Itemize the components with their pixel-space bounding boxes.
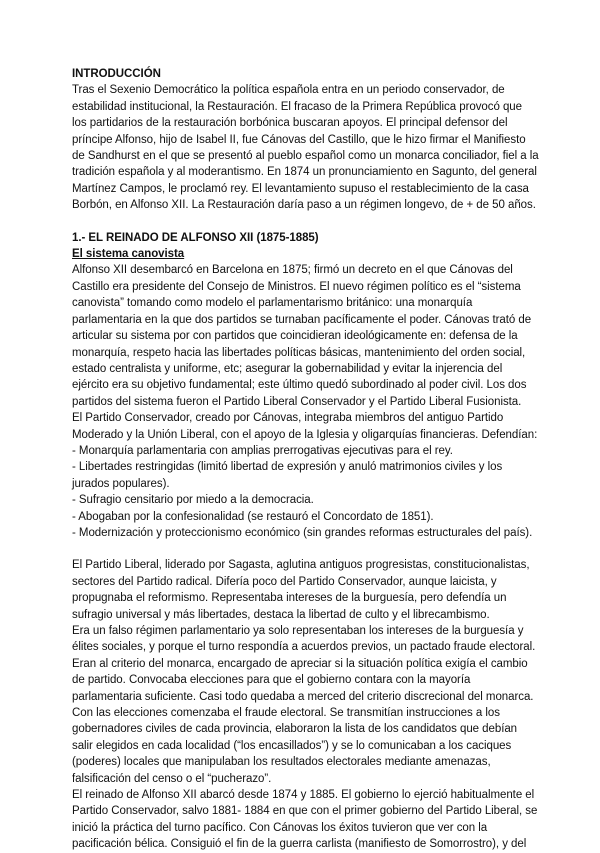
intro-paragraph	[72, 82, 540, 213]
paragraph-line: inició la práctica del turno pacífico. Con Cánovas los éxitos tuvieron que ver con la	[72, 821, 488, 834]
paragraph-line: Con las elecciones comenzaba el fraude electoral. Se transmitían instrucciones a los	[72, 707, 500, 720]
paragraph-line: Castillo era presidente del Consejo de Ministros. El nuevo régimen político es el “sistema	[72, 280, 521, 293]
paragraph-line: parlamentaria en la que dos partidos se turnaban pacíficamente el poder. Cánovas trató de	[72, 313, 532, 326]
list-item: - Modernización y proteccionismo económico (sin grandes reformas estructurales del país).	[72, 526, 533, 539]
canovista-paragraph	[72, 262, 540, 541]
paragraph-line: pacificación bélica. Consiguió el fin de la guerra carlista (manifiesto de Somorrostro), y del	[72, 838, 527, 851]
paragraph-line: falsificación del censo o el “pucherazo”.	[72, 772, 272, 785]
paragraph-line: articular su sistema por con partidos que coincidieran ideológicamente en: defensa de la	[72, 330, 518, 343]
paragraph-line: de partido. Convocaba elecciones para que el gobierno contara con la mayoría	[72, 674, 471, 687]
paragraph-line: monarquía, respeto hacia las libertades políticas básicas, mantenimiento del orden social,	[72, 346, 526, 359]
paragraph-line: estabilidad institucional, la Restauración. El fracaso de la Primera República provocó que	[72, 100, 522, 113]
paragraph-line: sufragio universal y más libertades, destaca la libertad de culto y el librecambismo.	[72, 608, 490, 621]
paragraph-line: Eran al criterio del monarca, encargado de apreciar si la situación política exigía el cambio	[72, 657, 528, 670]
paragraph-line: El reinado de Alfonso XII abarcó desde 1874 y 1885. El gobierno lo ejerció habitualmente el	[72, 789, 535, 802]
section-heading: 1.- EL REINADO DE ALFONSO XII (1875-1885)	[72, 231, 319, 244]
paragraph-line: parlamentaria suficiente. Casi todo quedaba a merced del criterio discrecional del monarca.	[72, 690, 534, 703]
paragraph-line: sectores del Partido radical. Difería poco del Partido Conservador, aunque laicista, y	[72, 575, 497, 588]
paragraph-line: estado centralista y uniforme, etc; asegurar la gobernabilidad y evitar la injerencia del	[72, 362, 503, 375]
paragraph-line: príncipe Alfonso, hijo de Isabel II, fue Cánovas del Castillo, que le hizo firmar el Manifiesto	[72, 133, 526, 146]
paragraph-line: tradición española y al moderantismo. En 1874 un pronunciamiento en Sagunto, del general	[72, 166, 537, 179]
list-item: - Libertades restringidas (limitó libertad de expresión y anuló matrimonios civiles y los	[72, 461, 503, 474]
paragraph-line: Borbón, en Alfonso XII. La Restauración daría paso a un régimen longevo, de + de 50 años.	[72, 199, 536, 212]
paragraph-line: canovista” tomando como modelo el parlamentarismo británico: una monarquía	[72, 297, 473, 310]
paragraph-line: El Partido Conservador, creado por Cánovas, integraba miembros del antiguo Partido	[72, 412, 504, 425]
liberal-paragraph	[72, 557, 540, 852]
list-item: - Monarquía parlamentaria con amplias prerrogativas ejecutivas para el rey.	[72, 444, 453, 457]
paragraph-line: ejército era su objetivo fundamental; este último quedó subordinado al poder civil. Los dos	[72, 379, 527, 392]
paragraph-line: los partidarios de la restauración borbónica buscaran apoyos. El principal defensor del	[72, 117, 508, 130]
paragraph-line: propugnaba el reformismo. Representaba intereses de la burguesía, pero defendía un	[72, 592, 507, 605]
list-item: - Abogaban por la confesionalidad (se restauró el Concordato de 1851).	[72, 510, 434, 523]
list-item: - Sufragio censitario por miedo a la democracia.	[72, 494, 314, 507]
paragraph-line: de Sandhurst en el que se presentó al pueblo español como un monarca conciliador, fiel a la	[72, 150, 539, 163]
spacer	[72, 214, 540, 230]
paragraph-line: Moderado y la Unión Liberal, con el apoyo de la Iglesia y oligarquías financieras. Defendían:	[72, 428, 538, 441]
section-subheading: El sistema canovista	[72, 248, 185, 261]
paragraph-line: Martínez Campos, le proclamó rey. El levantamiento supuso el restablecimiento de la casa	[72, 182, 529, 195]
intro-heading: INTRODUCCIÓN	[72, 68, 161, 80]
paragraph-line: gobernadores civiles de cada provincia, elaboraron la lista de los candidatos que debían	[72, 723, 518, 736]
paragraph-line: Tras el Sexenio Democrático la política española entra en un periodo conservador, de	[72, 84, 505, 97]
paragraph-line: (poderes) locales que manipulaban los resultados electorales mediante amenazas,	[72, 756, 491, 769]
spacer	[72, 541, 540, 557]
paragraph-line: salir elegidos en cada localidad (“los encasillados”) y se lo comunicaban a los caciques	[72, 739, 512, 752]
paragraph-line: Era un falso régimen parlamentario ya solo representaban los intereses de la burguesía y	[72, 625, 524, 637]
list-item: jurados populares).	[72, 477, 170, 490]
paragraph-line: partidos del sistema fueron el Partido Liberal Conservador y el Partido Liberal Fusionista.	[72, 395, 522, 408]
paragraph-line: Partido Conservador, salvo 1881- 1884 en que con el primer gobierno del Partido Liberal, se	[72, 805, 538, 818]
paragraph-line: El Partido Liberal, liderado por Sagasta, aglutina antiguos progresistas, constitucionalistas,	[72, 559, 530, 572]
paragraph-line: élites sociales, y porque el turno respondía a acuerdos previos, un pactado fraude electoral.	[72, 641, 536, 654]
paragraph-line: Alfonso XII desembarcó en Barcelona en 1875; firmó un decreto en el que Cánovas del	[72, 264, 513, 277]
